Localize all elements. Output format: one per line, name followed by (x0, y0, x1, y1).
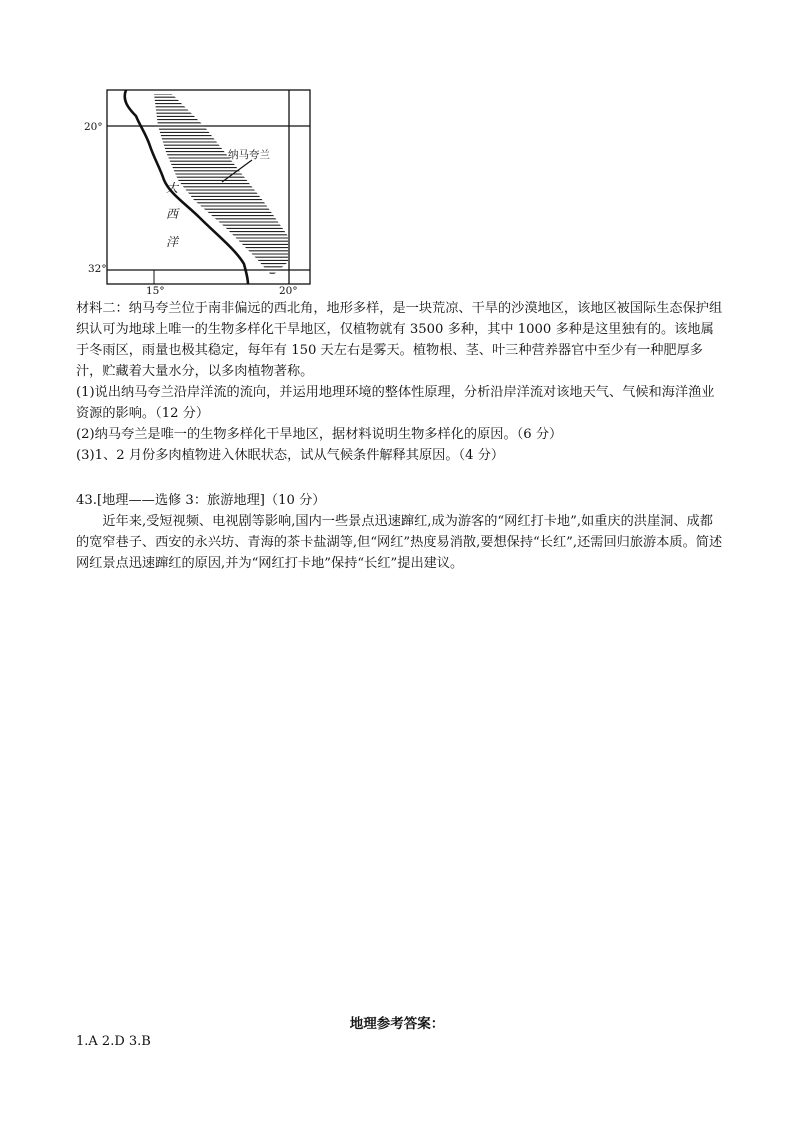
question-43 (76, 490, 724, 574)
question-2: (2)纳马夸兰是唯一的生物多样化干旱地区，据材料说明生物多样化的原因。（6 分） (76, 427, 563, 442)
namaqualand-map (76, 86, 316, 296)
ocean-label-2: 西 (166, 207, 179, 221)
region-label: 纳马夸兰 (228, 149, 270, 161)
lat-label-32: 32° (88, 263, 107, 275)
material-two (76, 298, 724, 466)
material-paragraph: 材料二：纳马夸兰位于南非偏远的西北角，地形多样，是一块荒凉、干旱的沙漠地区，该地区被国际生态保护组织认可为地球上唯一的生物多样化干旱地区，仅植物就有 3500 多种，其中 1000 多种是这里独有的。该地属于冬雨区，雨量也极其稳定，每年有 150 天左右是雾天。植物根、茎、叶三种营养器官中至少有一种肥厚多汁，贮藏着大量水分，以多肉植物著称。 (76, 301, 723, 379)
ocean-label-3: 洋 (166, 235, 179, 249)
question-1: (1)说出纳马夸兰沿岸洋流的流向，并运用地理环境的整体性原理，分析沿岸洋流对该地天气、气候和海洋渔业资源的影响。（12 分） (76, 385, 715, 421)
answers-title: 地理参考答案： (349, 1016, 445, 1032)
lon-label-20: 20° (279, 285, 298, 296)
lat-label-20: 20° (84, 121, 103, 133)
ocean-label-1: 大 (166, 181, 179, 195)
answers-line: 1.A 2.D 3.B (76, 1034, 151, 1049)
question-43-body: 近年来,受短视频、电视剧等影响,国内一些景点迅速蹿红,成为游客的“网红打卡地”,如重庆的洪崖洞、成都的宽窄巷子、西安的永兴坊、青海的茶卡盐湖等,但“网红”热度易消散,要想保持“长红”,还需回归旅游本质。简述网红景点迅速蹿红的原因,并为“网红打卡地”保持“长红”提出建议。 (76, 514, 723, 571)
question-43-heading: 43.[地理——选修 3：旅游地理]（10 分） (76, 493, 326, 508)
question-3: (3)1、2 月份多肉植物进入休眠状态，试从气候条件解释其原因。（4 分） (76, 448, 505, 463)
lon-label-15: 15° (146, 285, 165, 296)
